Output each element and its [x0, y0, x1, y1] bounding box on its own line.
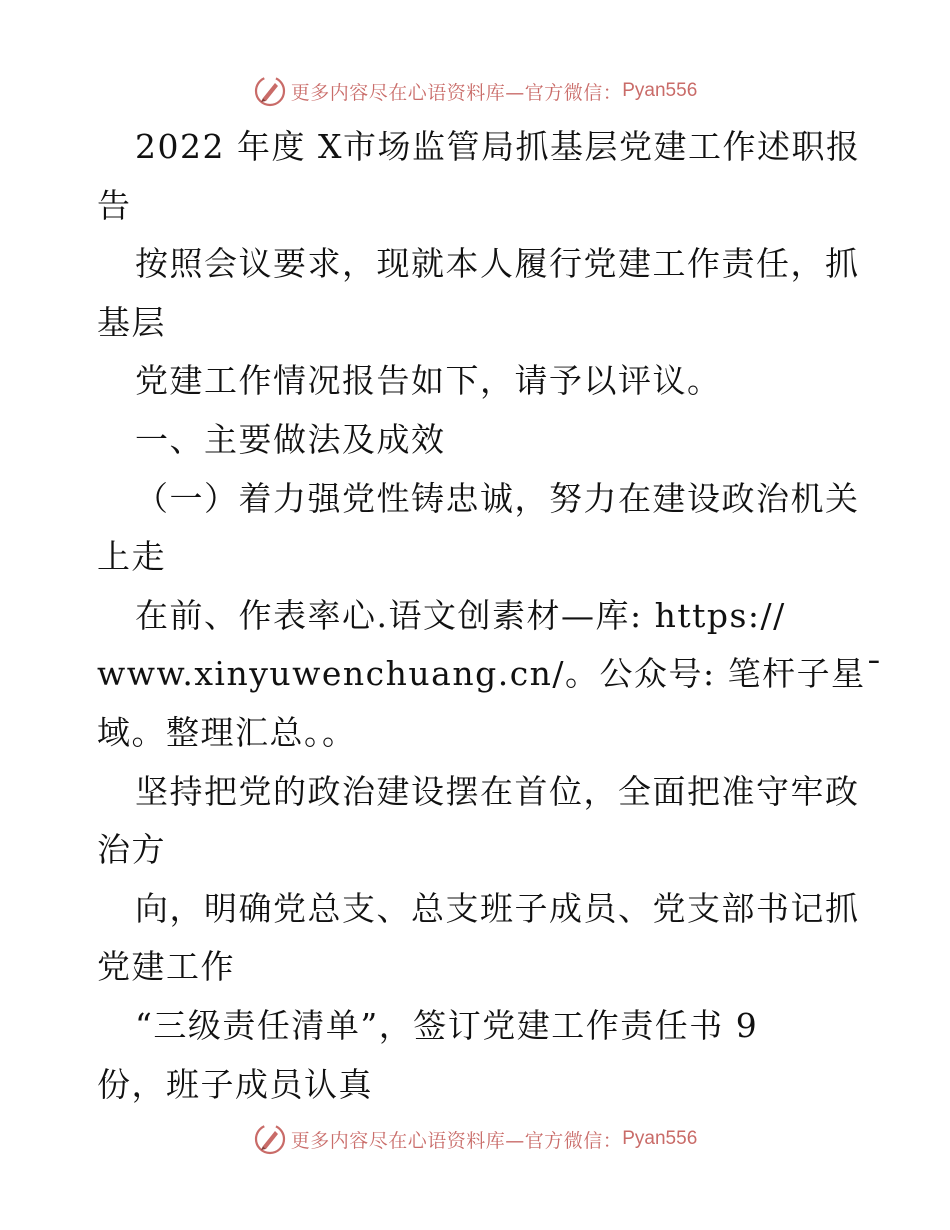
paragraph-line: 党建工作	[97, 947, 235, 987]
paragraph-line: 按照会议要求，现就本人履行党建工作责任，抓	[135, 244, 860, 284]
paragraph-line: 上走	[97, 537, 166, 577]
paragraph-line: 党建工作情况报告如下，请予以评议。	[135, 361, 722, 401]
paragraph-line: 域。整理汇总。。	[97, 712, 357, 752]
watermark-text: 更多内容尽在心语资料库—官方微信：	[290, 1129, 623, 1152]
paragraph-line: 基层	[97, 302, 166, 342]
watermark-wechat-id: Pyan556	[622, 1128, 698, 1149]
watermark-footer	[0, 1119, 950, 1159]
paragraph-line: 在前、作表率心.语文创素材—库: https://	[135, 595, 786, 635]
paragraph-line: 治方	[97, 830, 166, 870]
paragraph-line: 坚持把党的政治建设摆在首位，全面把准守牢政	[135, 771, 860, 811]
document-title-line-2: 告	[97, 185, 132, 225]
watermark-wechat-id: Pyan556	[622, 80, 698, 101]
watermark-text: 更多内容尽在心语资料库—官方微信：	[290, 81, 623, 104]
paragraph-line: “三级责任清单”，签订党建工作责任书 9	[135, 1005, 759, 1045]
pen-logo-icon	[253, 74, 287, 108]
paragraph-line: 份，班子成员认真	[97, 1064, 373, 1104]
pen-logo-icon	[253, 1122, 287, 1156]
paragraph-line: www.xinyuwenchuang.cn/。公众号: 笔杆子星¯	[97, 654, 884, 694]
section-heading: 一、主要做法及成效	[135, 419, 446, 459]
watermark-header	[0, 71, 950, 111]
document-body	[97, 118, 884, 1114]
document-title-line-1: 2022 年度 X市场监管局抓基层党建工作述职报	[135, 127, 861, 166]
subsection-heading: （一）着力强党性铸忠诚，努力在建设政治机关	[135, 478, 860, 518]
paragraph-line: 向，明确党总支、总支班子成员、党支部书记抓	[135, 888, 860, 928]
